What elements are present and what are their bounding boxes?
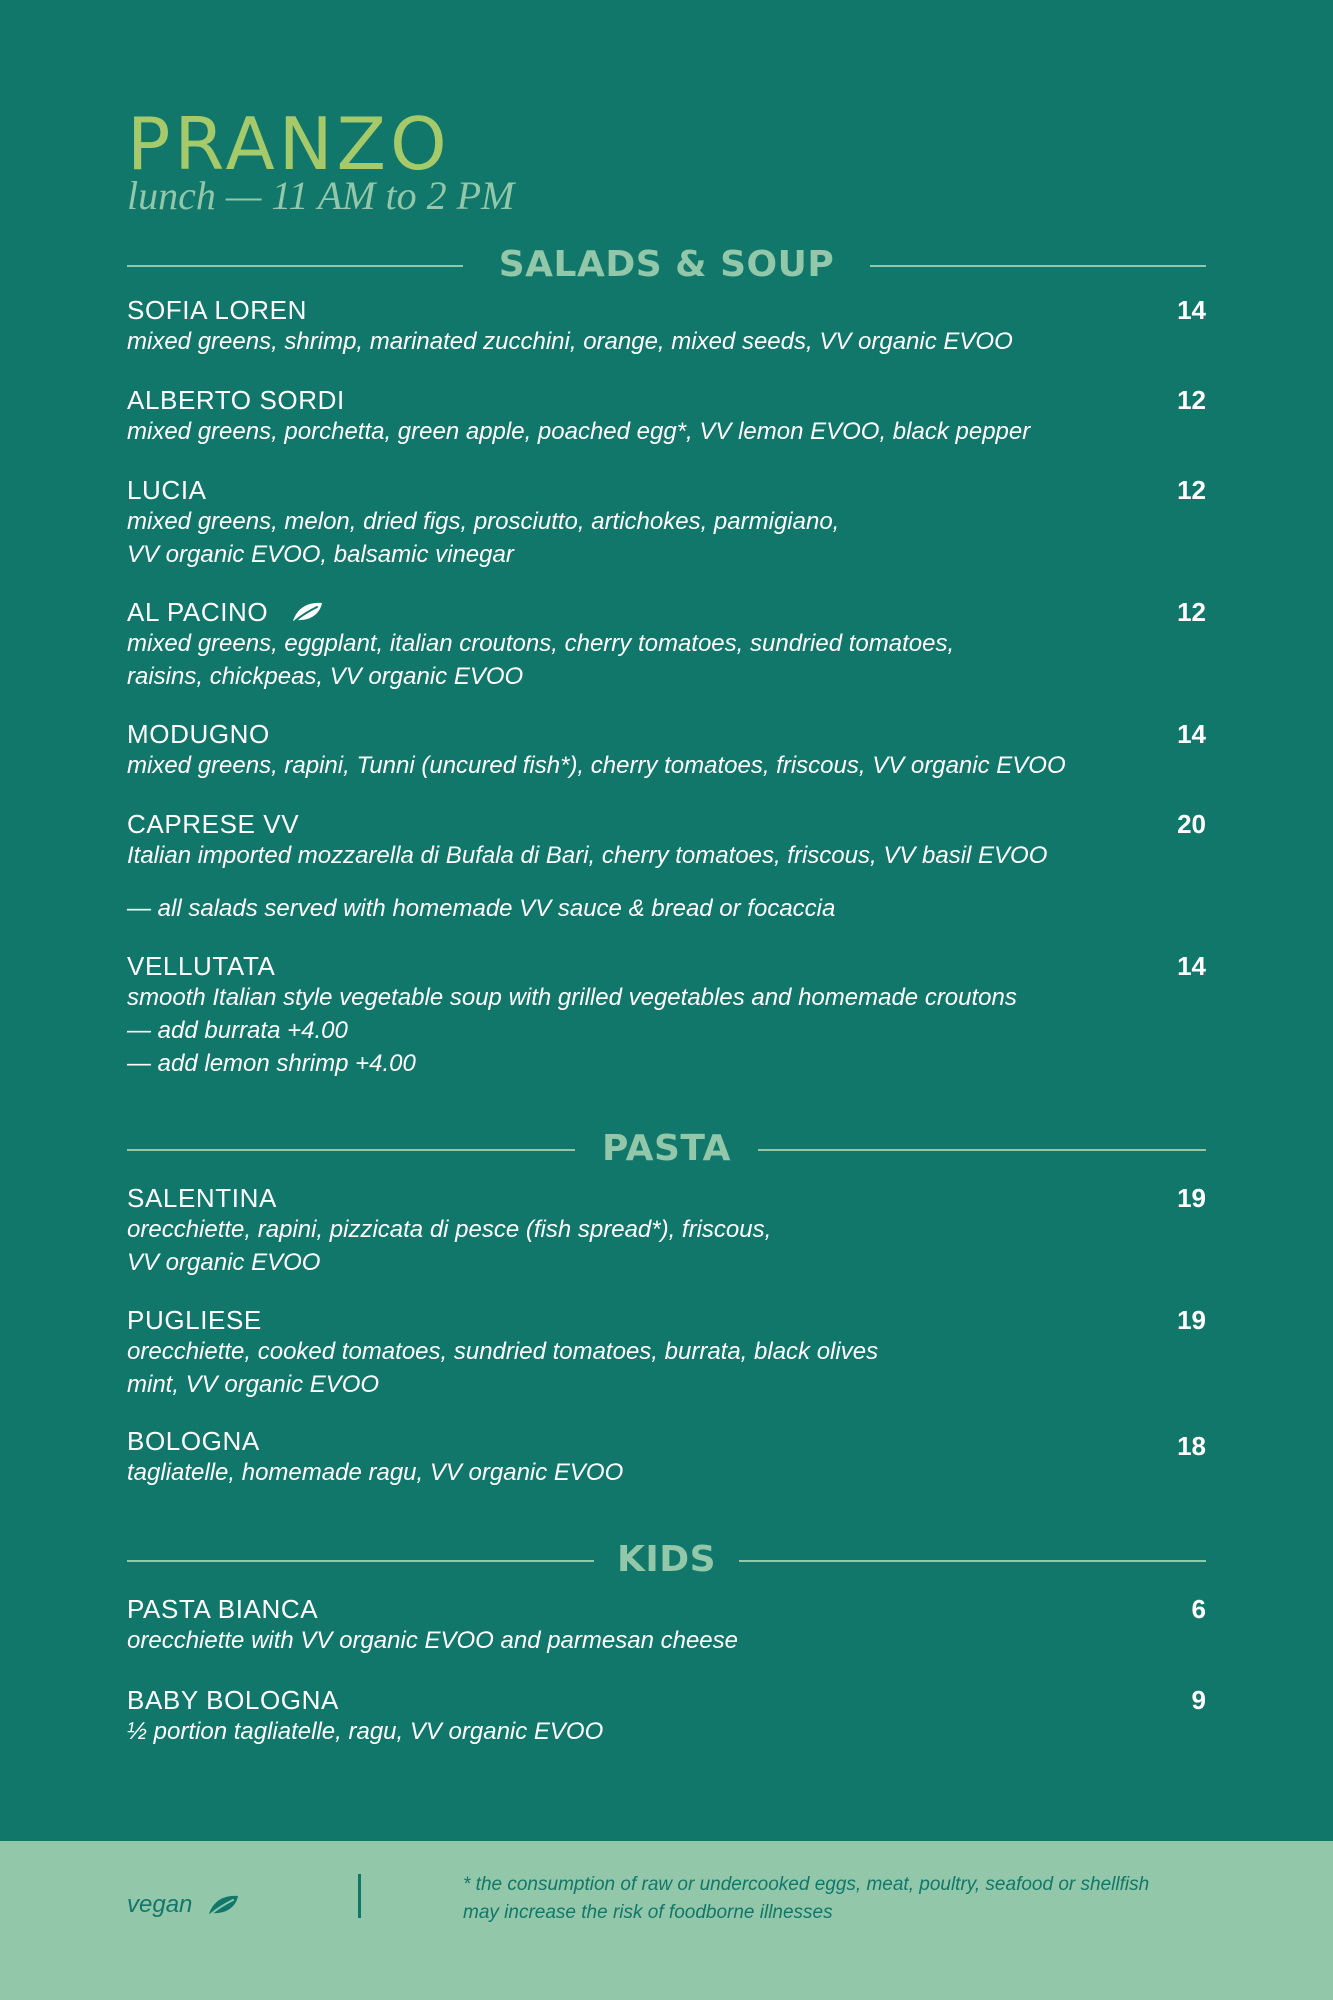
item-price: 19 xyxy=(1177,1183,1206,1213)
item-price: 18 xyxy=(1177,1431,1206,1461)
footer-legend xyxy=(0,1841,1333,2000)
item-name: BOLOGNA xyxy=(127,1426,260,1456)
item-name: MODUGNO xyxy=(127,719,270,749)
menu-item xyxy=(127,1426,1206,1489)
item-description: Italian imported mozzarella di Bufala di Bari, cherry tomatoes, friscous, VV basil EVOO xyxy=(127,842,1048,869)
item-description: smooth Italian style vegetable soup with grilled vegetables and homemade croutons xyxy=(127,984,1017,1011)
item-description: mixed greens, eggplant, italian croutons, cherry tomatoes, sundried tomatoes, xyxy=(127,630,955,657)
item-description: orecchiette with VV organic EVOO and parmesan cheese xyxy=(127,1627,738,1654)
item-name-row xyxy=(127,597,1206,627)
section-title-kids: KIDS xyxy=(616,1539,717,1580)
menu-item xyxy=(127,385,1206,448)
item-name: CAPRESE VV xyxy=(127,809,300,839)
item-price: 12 xyxy=(1177,475,1206,505)
section-header-salads xyxy=(127,243,1206,287)
menu-item xyxy=(127,719,1206,782)
menu-item xyxy=(127,1594,1206,1657)
item-description: mixed greens, rapini, Tunni (uncured fish*), cherry tomatoes, friscous, VV organic EVOO xyxy=(127,752,1066,779)
menu-item xyxy=(127,951,1206,1080)
menu-item xyxy=(127,295,1206,358)
item-price: 12 xyxy=(1177,597,1206,627)
section-title-pasta: PASTA xyxy=(602,1128,731,1169)
item-price: 20 xyxy=(1177,809,1206,839)
item-description: tagliatelle, homemade ragu, VV organic EVOO xyxy=(127,1459,624,1486)
menu-item xyxy=(127,1183,1206,1279)
vegan-legend xyxy=(127,1891,240,1919)
item-description: mint, VV organic EVOO xyxy=(127,1371,380,1398)
item-addon: — add burrata +4.00 xyxy=(127,1017,348,1044)
leaf-icon xyxy=(290,600,324,624)
item-price: 14 xyxy=(1177,951,1206,981)
section-header-kids xyxy=(127,1538,1206,1582)
item-description: mixed greens, porchetta, green apple, poached egg*, VV lemon EVOO, black pepper xyxy=(127,418,1031,445)
item-description: raisins, chickpeas, VV organic EVOO xyxy=(127,663,524,690)
menu-title: PRANZO xyxy=(127,102,451,186)
item-description: mixed greens, melon, dried figs, prosciutto, artichokes, parmigiano, xyxy=(127,508,840,535)
item-description: VV organic EVOO, balsamic vinegar xyxy=(127,541,514,568)
menu-item xyxy=(127,1685,1206,1748)
section-header-pasta xyxy=(127,1127,1206,1171)
leaf-icon xyxy=(206,1893,240,1917)
section-title-salads: SALADS & SOUP xyxy=(498,244,835,285)
menu-item xyxy=(127,1305,1206,1401)
menu-item xyxy=(127,475,1206,571)
item-name: SALENTINA xyxy=(127,1183,277,1213)
item-price: 14 xyxy=(1177,719,1206,749)
item-price: 19 xyxy=(1177,1305,1206,1335)
item-name: BABY BOLOGNA xyxy=(127,1685,339,1715)
item-name: AL PACINO xyxy=(127,597,269,627)
item-name: SOFIA LOREN xyxy=(127,295,307,325)
item-price: 12 xyxy=(1177,385,1206,415)
item-name: VELLUTATA xyxy=(127,951,276,981)
item-description: orecchiette, rapini, pizzicata di pesce (fish spread*), friscous, xyxy=(127,1216,772,1243)
menu-item xyxy=(127,597,1206,693)
item-name: LUCIA xyxy=(127,475,207,505)
item-name: ALBERTO SORDI xyxy=(127,385,345,415)
health-disclaimer xyxy=(463,1871,1223,1927)
menu-subtitle: lunch — 11 AM to 2 PM xyxy=(127,173,515,218)
item-description: VV organic EVOO xyxy=(127,1249,321,1276)
item-description: orecchiette, cooked tomatoes, sundried tomatoes, burrata, black olives xyxy=(127,1338,879,1365)
item-addon: — add lemon shrimp +4.00 xyxy=(127,1050,416,1077)
menu-item xyxy=(127,809,1206,872)
item-price: 6 xyxy=(1191,1594,1206,1624)
disclaimer-line: * the consumption of raw or undercooked eggs, meat, poultry, seafood or shellfish xyxy=(463,1874,1150,1895)
item-name: PUGLIESE xyxy=(127,1305,262,1335)
footer-divider xyxy=(358,1874,361,1918)
item-price: 14 xyxy=(1177,295,1206,325)
item-name: PASTA BIANCA xyxy=(127,1594,319,1624)
disclaimer-line: may increase the risk of foodborne illnesses xyxy=(463,1902,833,1923)
item-description: ½ portion tagliatelle, ragu, VV organic EVOO xyxy=(127,1718,604,1745)
item-description: mixed greens, shrimp, marinated zucchini, orange, mixed seeds, VV organic EVOO xyxy=(127,328,1013,355)
vegan-label: vegan xyxy=(127,1891,193,1918)
item-price: 9 xyxy=(1191,1685,1206,1715)
salads-note: — all salads served with homemade VV sauce & bread or focaccia xyxy=(127,895,836,922)
